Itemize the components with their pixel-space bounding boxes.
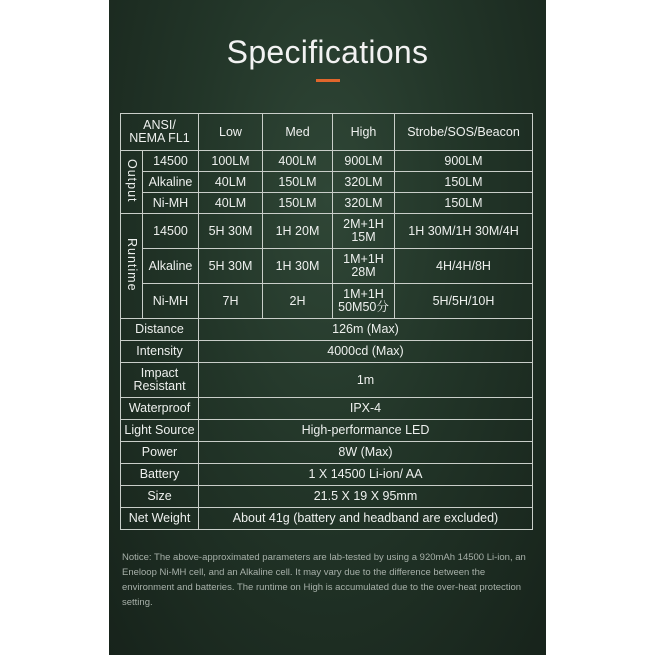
- header-mode-strobe: Strobe/SOS/Beacon: [395, 114, 533, 151]
- spec-value: About 41g (battery and headband are excluded): [199, 508, 533, 530]
- spec-row-light-source: [121, 420, 533, 442]
- output-battery: 14500: [143, 151, 199, 172]
- spec-table: [120, 113, 533, 530]
- header-mode-med: Med: [263, 114, 333, 151]
- runtime-battery: 14500: [143, 214, 199, 249]
- spec-label: Light Source: [121, 420, 199, 442]
- spec-value: 4000cd (Max): [199, 341, 533, 363]
- notice-text: Notice: The above-approximated parameters are lab-tested by using a 920mAh 14500 Li-ion, an Eneloop Ni-MH cell, and an Alkaline cell. It may vary due to the difference between the environment and batteries. The runtime on High is accumulated due to the over-heat protection setting.: [122, 552, 526, 608]
- spec-label: Waterproof: [121, 398, 199, 420]
- runtime-battery: Alkaline: [143, 249, 199, 284]
- header-mode-high: High: [333, 114, 395, 151]
- output-value: 150LM: [395, 172, 533, 193]
- runtime-value: 1M+1H 28M: [333, 249, 395, 284]
- spec-label: Power: [121, 442, 199, 464]
- spec-value: 126m (Max): [199, 319, 533, 341]
- header-standard: ANSI/ NEMA FL1: [121, 114, 199, 151]
- output-value: 900LM: [333, 151, 395, 172]
- output-group-cell: [121, 151, 143, 214]
- output-value: 40LM: [199, 172, 263, 193]
- runtime-value: 1H 30M: [263, 249, 333, 284]
- output-row: [121, 172, 533, 193]
- runtime-row: [121, 284, 533, 319]
- runtime-value: 4H/4H/8H: [395, 249, 533, 284]
- spec-row-waterproof: [121, 398, 533, 420]
- spec-row-power: [121, 442, 533, 464]
- spec-value: IPX-4: [199, 398, 533, 420]
- spec-row-size: [121, 486, 533, 508]
- spec-row-battery: [121, 464, 533, 486]
- spec-value: 21.5 X 19 X 95mm: [199, 486, 533, 508]
- runtime-value: 1H 20M: [263, 214, 333, 249]
- spec-value: 1 X 14500 Li-ion/ AA: [199, 464, 533, 486]
- header-mode-low: Low: [199, 114, 263, 151]
- runtime-value: 1M+1H 50M50分: [333, 284, 395, 319]
- output-value: 320LM: [333, 172, 395, 193]
- output-row: [121, 151, 533, 172]
- spec-label: Distance: [121, 319, 199, 341]
- runtime-value: 7H: [199, 284, 263, 319]
- runtime-value: 5H/5H/10H: [395, 284, 533, 319]
- runtime-value: 2M+1H 15M: [333, 214, 395, 249]
- runtime-label: Runtime: [125, 237, 139, 292]
- runtime-row: [121, 214, 533, 249]
- runtime-group-cell: [121, 214, 143, 319]
- output-value: 900LM: [395, 151, 533, 172]
- spec-row-distance: [121, 319, 533, 341]
- output-row: [121, 193, 533, 214]
- output-battery: Alkaline: [143, 172, 199, 193]
- output-label: Output: [125, 158, 139, 203]
- spec-row-net-weight: [121, 508, 533, 530]
- output-value: 150LM: [395, 193, 533, 214]
- output-value: 40LM: [199, 193, 263, 214]
- runtime-value: 5H 30M: [199, 214, 263, 249]
- output-value: 150LM: [263, 172, 333, 193]
- runtime-value: 2H: [263, 284, 333, 319]
- runtime-row: [121, 249, 533, 284]
- runtime-battery: Ni-MH: [143, 284, 199, 319]
- spec-label: Impact Resistant: [121, 363, 199, 398]
- spec-label: Battery: [121, 464, 199, 486]
- output-value: 100LM: [199, 151, 263, 172]
- spec-label: Intensity: [121, 341, 199, 363]
- output-value: 150LM: [263, 193, 333, 214]
- spec-label: Size: [121, 486, 199, 508]
- spec-label: Net Weight: [121, 508, 199, 530]
- spec-row-intensity: [121, 341, 533, 363]
- spec-value: 1m: [199, 363, 533, 398]
- runtime-value: 5H 30M: [199, 249, 263, 284]
- page-title: Specifications: [226, 34, 429, 70]
- spec-row-impact: [121, 363, 533, 398]
- output-battery: Ni-MH: [143, 193, 199, 214]
- spec-value: 8W (Max): [199, 442, 533, 464]
- title-accent-bar: [316, 79, 340, 82]
- spec-value: High-performance LED: [199, 420, 533, 442]
- output-value: 400LM: [263, 151, 333, 172]
- runtime-value: 1H 30M/1H 30M/4H: [395, 214, 533, 249]
- spec-panel: [109, 0, 546, 655]
- table-header-row: [121, 114, 533, 151]
- output-value: 320LM: [333, 193, 395, 214]
